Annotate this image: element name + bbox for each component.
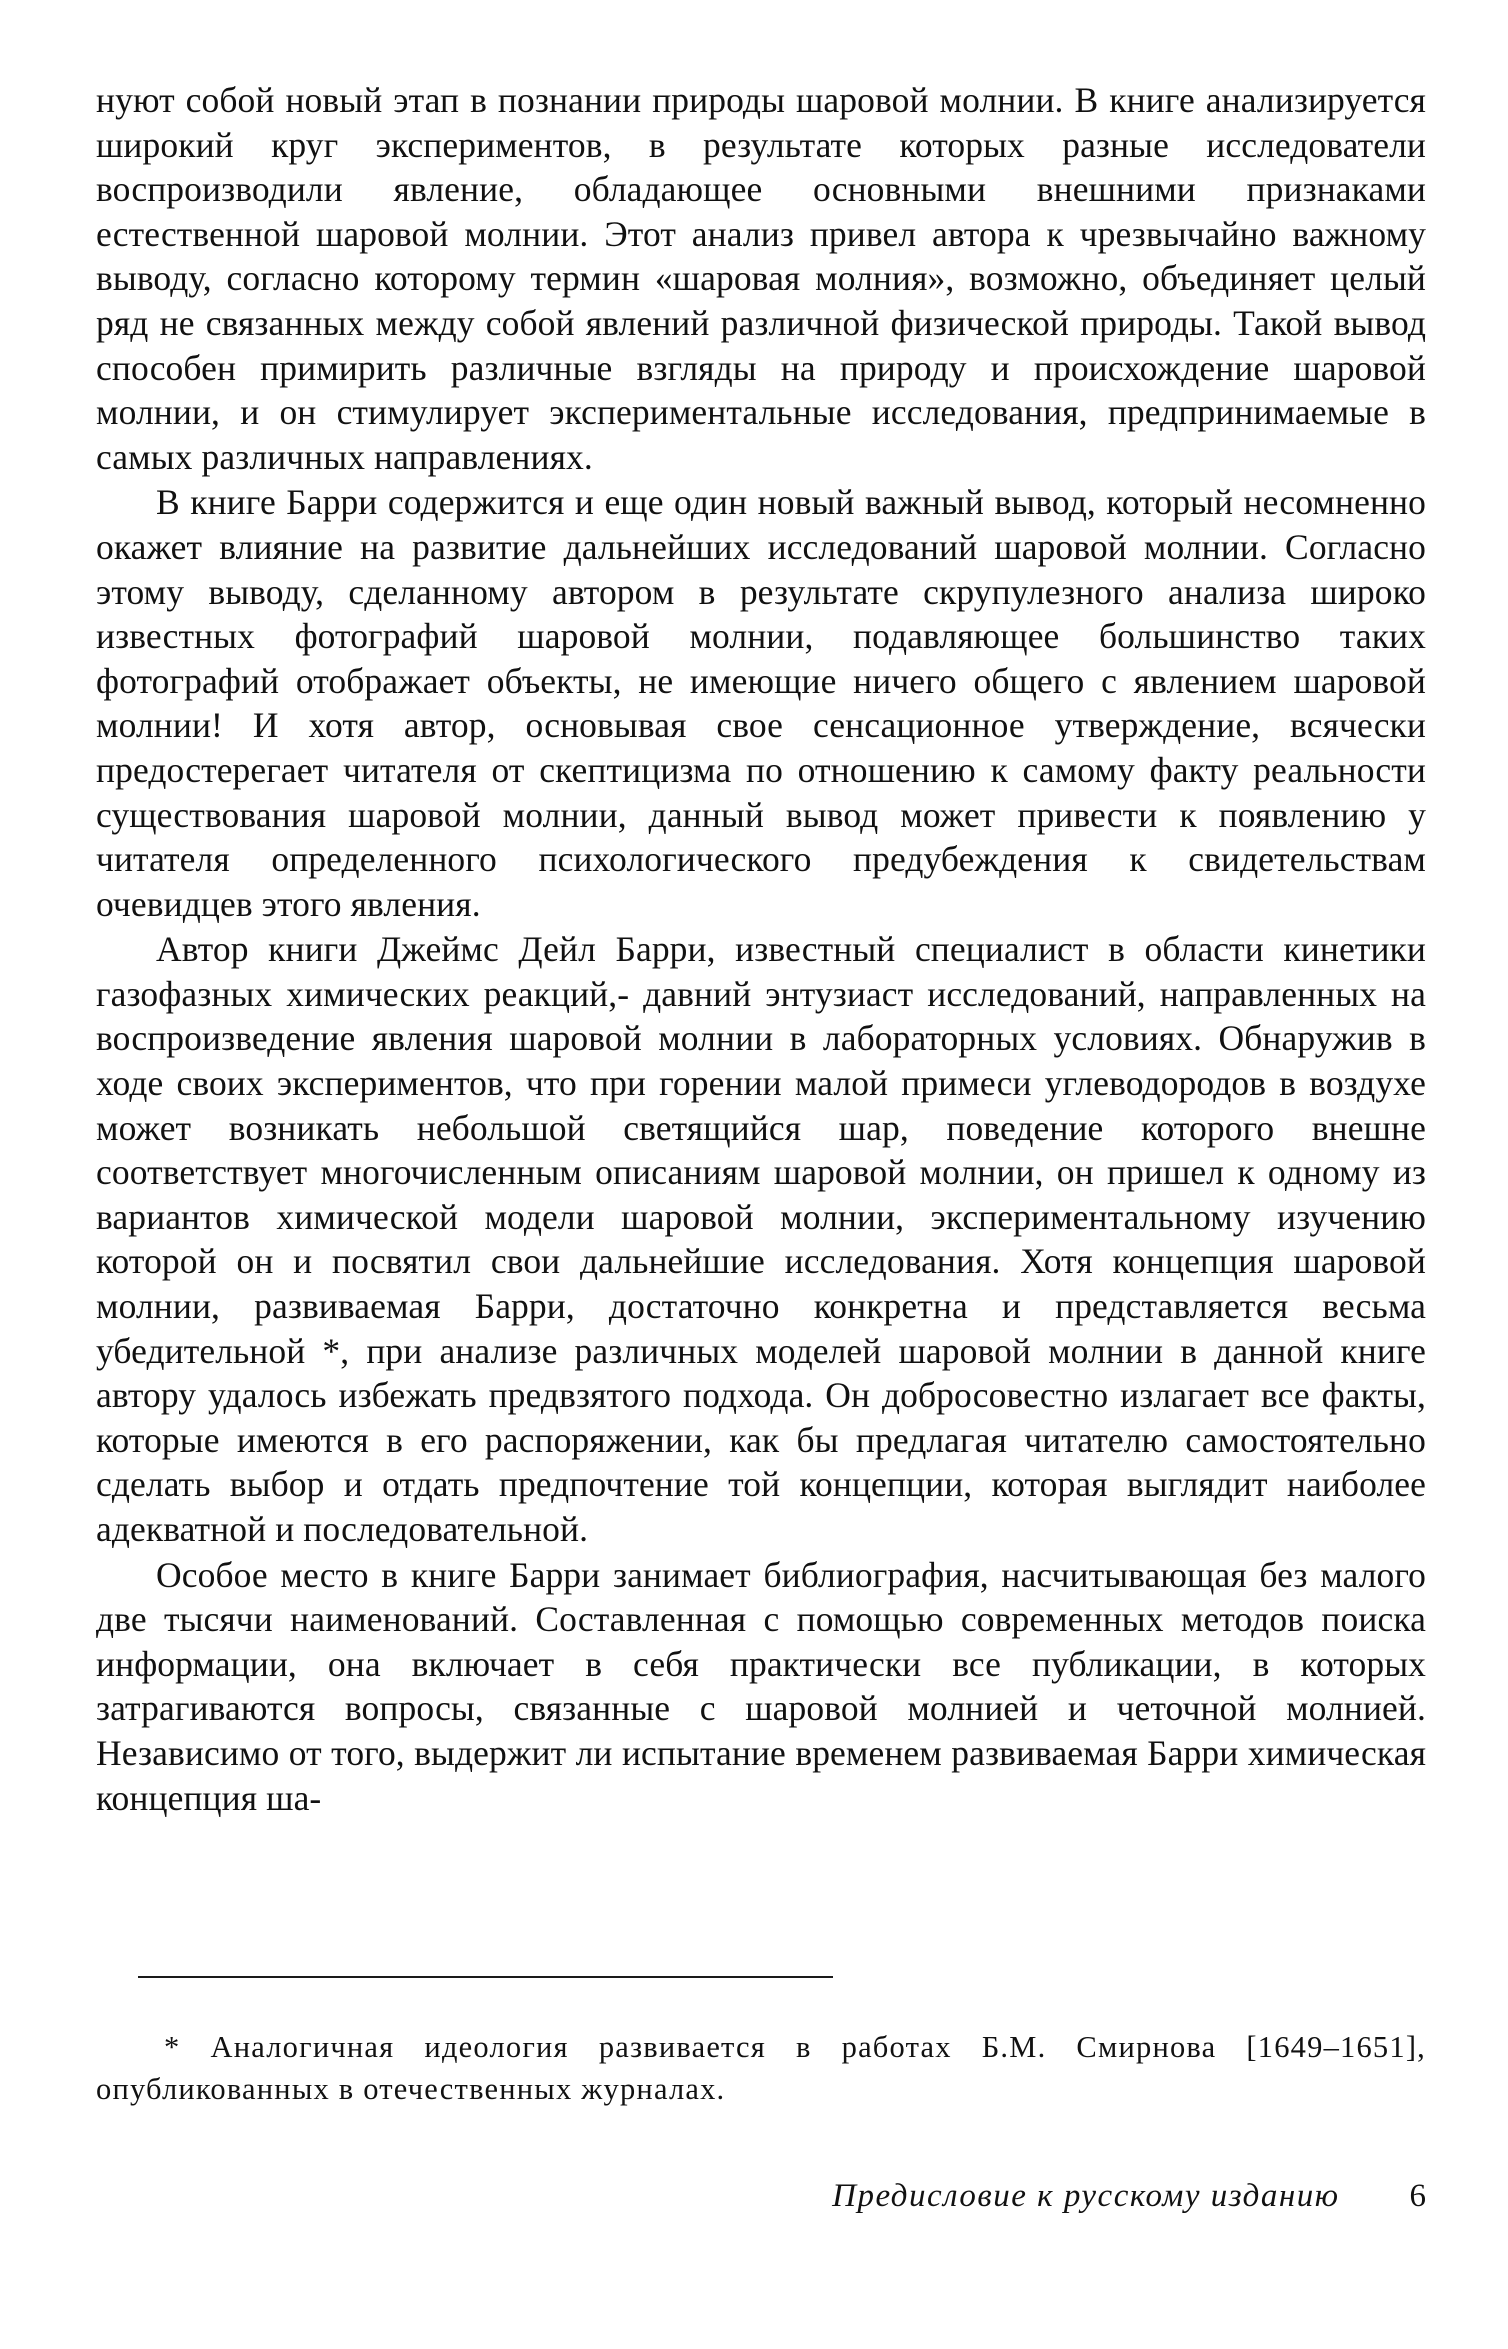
- footnote: * Аналогичная идеология развивается в работах Б.М. Смирнова [1649–1651], опубликованных в отечественных журналах.: [96, 2030, 1426, 2106]
- running-title: Предисловие к русскому изданию: [832, 2178, 1340, 2214]
- paragraph-3: Автор книги Джеймс Дейл Барри, известный специалист в области кинетики газофазных химических реакций,- давний энтузиаст исследований, направленных на воспроизведение явления шаровой молнии в лабораторных условиях. Обнаружив в ходе своих экспериментов, что при горении малой примеси углеводородов в воздухе может возникать небольшой светящийся шар, поведение которого внешне соответствует многочисленным описаниям шаровой молнии, он пришел к одному из вариантов химической модели шаровой молнии, экспериментальному изучению которой он и посвятил свои дальнейшие исследования. Хотя концепция шаровой молнии, развиваемая Барри, достаточно конкретна и представляется весьма убедительной *, при анализе различных моделей шаровой молнии в данной книге автору удалось избежать предвзятого подхода. Он добросовестно излагает все факты, которые имеются в его распоряжении, как бы предлагая читателю самостоятельно сделать выбор и отдать предпочтение той концепции, которая выглядит наиболее адекватной и последовательной.: [96, 929, 1426, 1549]
- paragraph-1: нуют собой новый этап в познании природы шаровой молнии. В книге анализируется широкий круг экспериментов, в результате которых разные исследователи воспроизводили явление, обладающее основными внешними признаками естественной шаровой молнии. Этот анализ привел автора к чрезвычайно важному выводу, согласно которому термин «шаровая молния», возможно, объединяет целый ряд не связанных между собой явлений различной физической природы. Такой вывод способен примирить различные взгляды на природу и происхождение шаровой молнии, и он стимулирует экспериментальные исследования, предпринимаемые в самых различных направлениях.: [96, 80, 1426, 477]
- footnote-separator: [138, 1976, 833, 1978]
- running-footer: [720, 2176, 1426, 2216]
- paragraph-2: В книге Барри содержится и еще один новый важный вывод, который несомненно окажет влияние на развитие дальнейших исследований шаровой молнии. Согласно этому выводу, сделанному автором в результате скрупулезного анализа широко известных фотографий шаровой молнии, подавляющее большинство таких фотографий отображает объекты, не имеющие ничего общего с явлением шаровой молнии! И хотя автор, основывая свое сенсационное утверждение, всячески предостерегает читателя от скептицизма по отношению к самому факту реальности существования шаровой молнии, данный вывод может привести к появлению у читателя определенного психологического предубеждения к свидетельствам очевидцев этого явления.: [96, 482, 1426, 924]
- body-text: [96, 78, 1426, 1820]
- page-number: 6: [1409, 2178, 1426, 2214]
- paragraph-4: Особое место в книге Барри занимает библиография, насчитывающая без малого две тысячи наименований. Составленная с помощью современных методов поиска информации, она включает в себя практически все публикации, в которых затрагиваются вопросы, связанные с шаровой молнией и четочной молнией. Независимо от того, выдержит ли испытание временем развиваемая Барри химическая концепция ша-: [96, 1554, 1426, 1818]
